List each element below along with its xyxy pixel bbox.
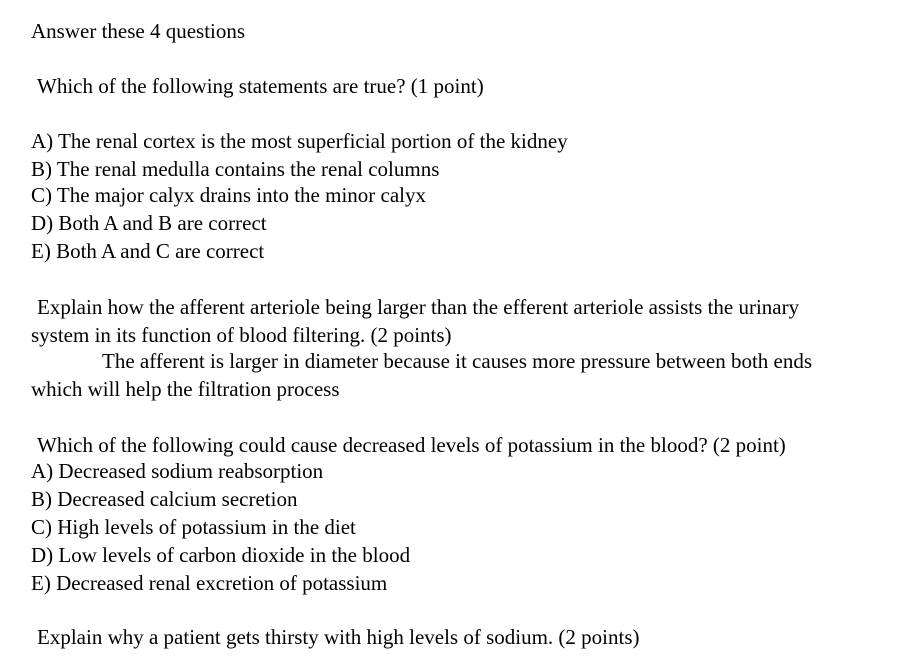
heading: Answer these 4 questions <box>31 19 246 43</box>
question-1-option-c: C) The major calyx drains into the minor calyx <box>31 183 427 207</box>
question-3-prompt: Which of the following could cause decreased levels of potassium in the blood? (2 point) <box>37 433 786 457</box>
question-1-prompt: Which of the following statements are true? (1 point) <box>37 74 484 98</box>
question-4-prompt: Explain why a patient gets thirsty with high levels of sodium. (2 points) <box>37 625 640 649</box>
question-2-answer-line1: The afferent is larger in diameter because it causes more pressure between both ends <box>102 349 813 373</box>
question-3-option-a: A) Decreased sodium reabsorption <box>31 459 324 483</box>
question-1-option-b: B) The renal medulla contains the renal columns <box>31 157 440 181</box>
question-2-prompt-line1: Explain how the afferent arteriole being larger than the efferent arteriole assists the urinary <box>37 295 800 319</box>
question-1-option-a: A) The renal cortex is the most superficial portion of the kidney <box>31 129 568 153</box>
question-3-option-c: C) High levels of potassium in the diet <box>31 515 356 539</box>
question-3-option-d: D) Low levels of carbon dioxide in the blood <box>31 543 411 567</box>
question-1-option-e: E) Both A and C are correct <box>31 239 265 263</box>
question-3-option-b: B) Decreased calcium secretion <box>31 487 298 511</box>
question-1-option-d: D) Both A and B are correct <box>31 211 267 235</box>
question-2-prompt-line2: system in its function of blood filtering. (2 points) <box>31 323 452 347</box>
question-2-answer-line2: which will help the filtration process <box>31 377 340 401</box>
question-3-option-e: E) Decreased renal excretion of potassium <box>31 571 388 595</box>
